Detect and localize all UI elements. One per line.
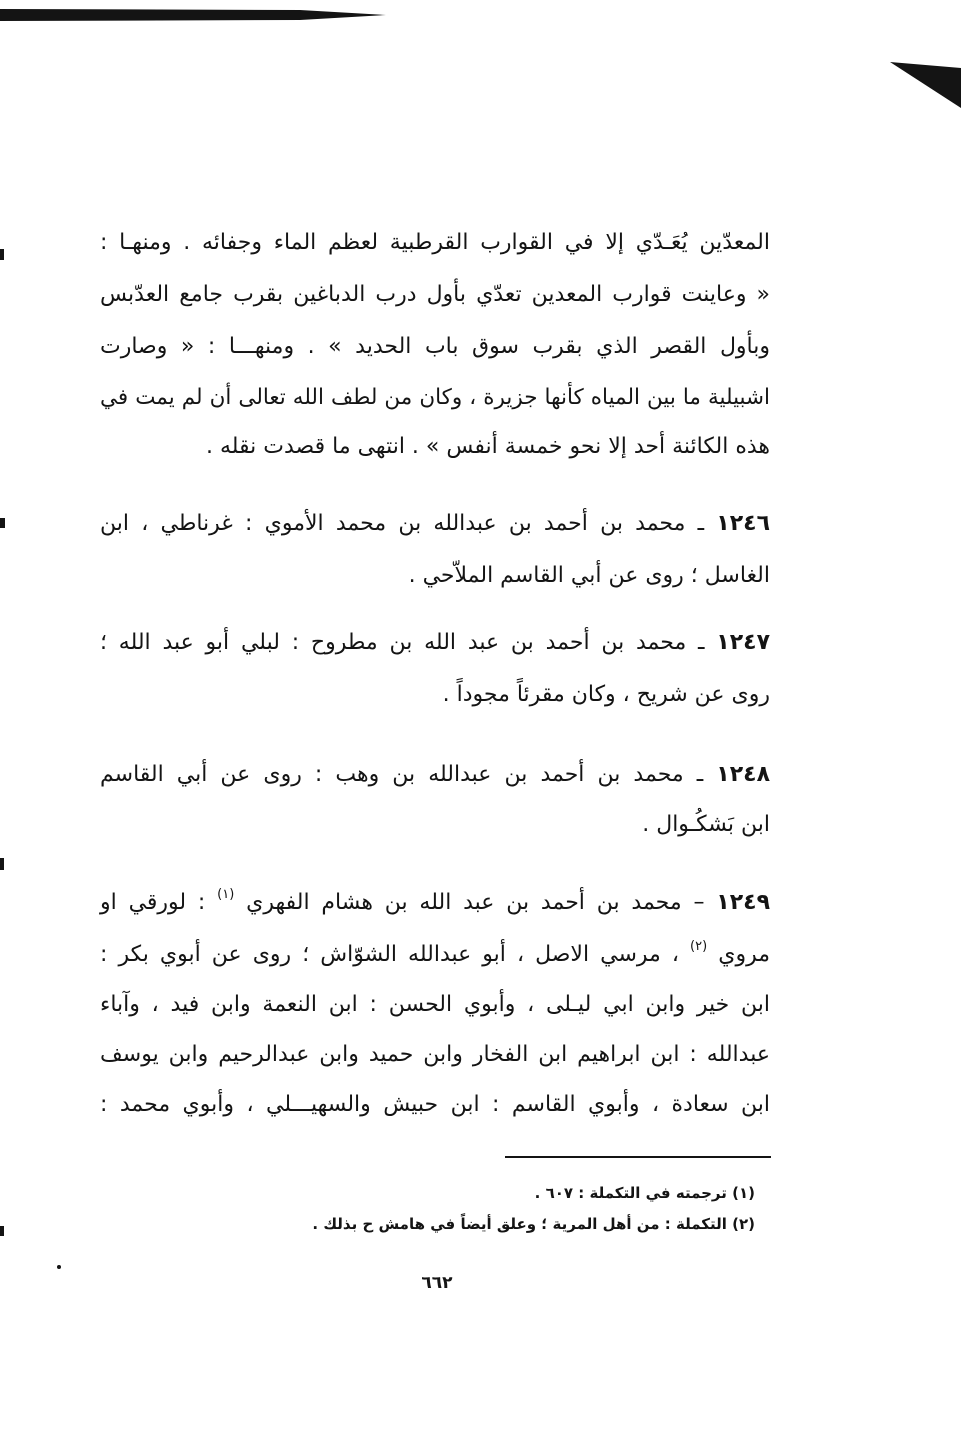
entry-heading-text: – محمد بن أحمد بن عبد الله بن هشام الفهري — [246, 890, 705, 915]
body-word: مروي — [718, 942, 770, 967]
body-line: ابن بَشكُـوال . — [642, 812, 770, 837]
footnote-separator — [505, 1156, 771, 1158]
body-line — [100, 938, 770, 972]
speck-dot — [57, 1265, 61, 1269]
top-right-corner-wedge — [890, 62, 961, 108]
top-edge-bar — [0, 9, 386, 21]
entry-heading-line — [100, 758, 770, 792]
entry-heading-text: ـ محمد بن أحمد بن عبدالله بن وهب : روى عن أبي القاسم — [100, 762, 704, 787]
body-line: روى عن شريح ، وكان مقرئاً مجوداً . — [442, 682, 770, 707]
entry-number: ١٢٤٩ — [716, 890, 770, 915]
body-text: ، مرسي الاصل ، أبو عبدالله الشوّاش ؛ روى عن أبوي بكر : — [100, 942, 679, 967]
body-line: هذه الكائنة أحد إلا نحو خمسة أنفس » . انتهى ما قصدت نقله . — [205, 434, 770, 459]
body-line: ابن خير وابن ابي ليـلى ، وأبوي الحسن : ابن النعمة وابن فيد ، وآباء — [100, 992, 770, 1017]
entry-number: ١٢٤٦ — [716, 511, 770, 536]
entry-heading-line — [100, 507, 770, 541]
body-line: الغاسل ؛ روى عن أبي القاسم الملاّحي . — [408, 563, 770, 588]
entry-heading-text: ـ محمد بن أحمد بن عبدالله بن محمد الأموي : غرناطي ، ابن — [100, 511, 705, 536]
footnote-ref: (١) — [217, 887, 235, 902]
body-line: ابن سعادة ، وأبوي القاسم : ابن حبيش والسهيـــلي ، وأبوي محمد : — [100, 1092, 770, 1117]
left-edge-mark — [0, 518, 5, 528]
entry-heading-line — [100, 886, 770, 920]
body-line: عبدالله : ابن ابراهيم ابن الفخار وابن حميد وابن عبدالرحيم وابن يوسف — [100, 1042, 770, 1067]
footnote: (٢) التكملة : من أهل المرية ؛ وعلق أيضاً في هامش ح بذلك . — [312, 1215, 755, 1233]
entry-heading-line — [100, 626, 770, 660]
body-line: المعدّين يُعَـدّي إلا في القوارب القرطبية لعظم الماء وجفائه . ومنهـا : — [100, 230, 770, 255]
page-number: ٦٦٢ — [421, 1273, 453, 1293]
body-line: « وعاينت قوارب المعدين تعدّي بأول درب الدباغين بقرب جامع العدّبس — [100, 282, 770, 307]
footnote: (١) ترجمته في التكملة : ٦٠٧ . — [534, 1184, 755, 1202]
entry-number: ١٢٤٨ — [716, 762, 770, 787]
body-line: اشبيلية ما بين المياه كأنها جزيرة ، وكان من لطف الله تعالى أن لم يمت في — [100, 385, 770, 410]
left-edge-mark — [0, 858, 4, 870]
footnote-ref: (٢) — [690, 939, 708, 954]
entry-heading-text: ـ محمد بن أحمد بن عبد الله بن مطروح : لبلي أبو عبد الله ؛ — [100, 630, 705, 655]
left-edge-mark — [0, 1226, 4, 1236]
entry-heading-tail: : لورقي او — [100, 890, 206, 915]
body-line: وبأول القصر الذي بقرب سوق باب الحديد » . ومنهـــا : « وصارت — [100, 334, 770, 359]
entry-number: ١٢٤٧ — [716, 630, 770, 655]
left-edge-mark — [0, 249, 4, 260]
